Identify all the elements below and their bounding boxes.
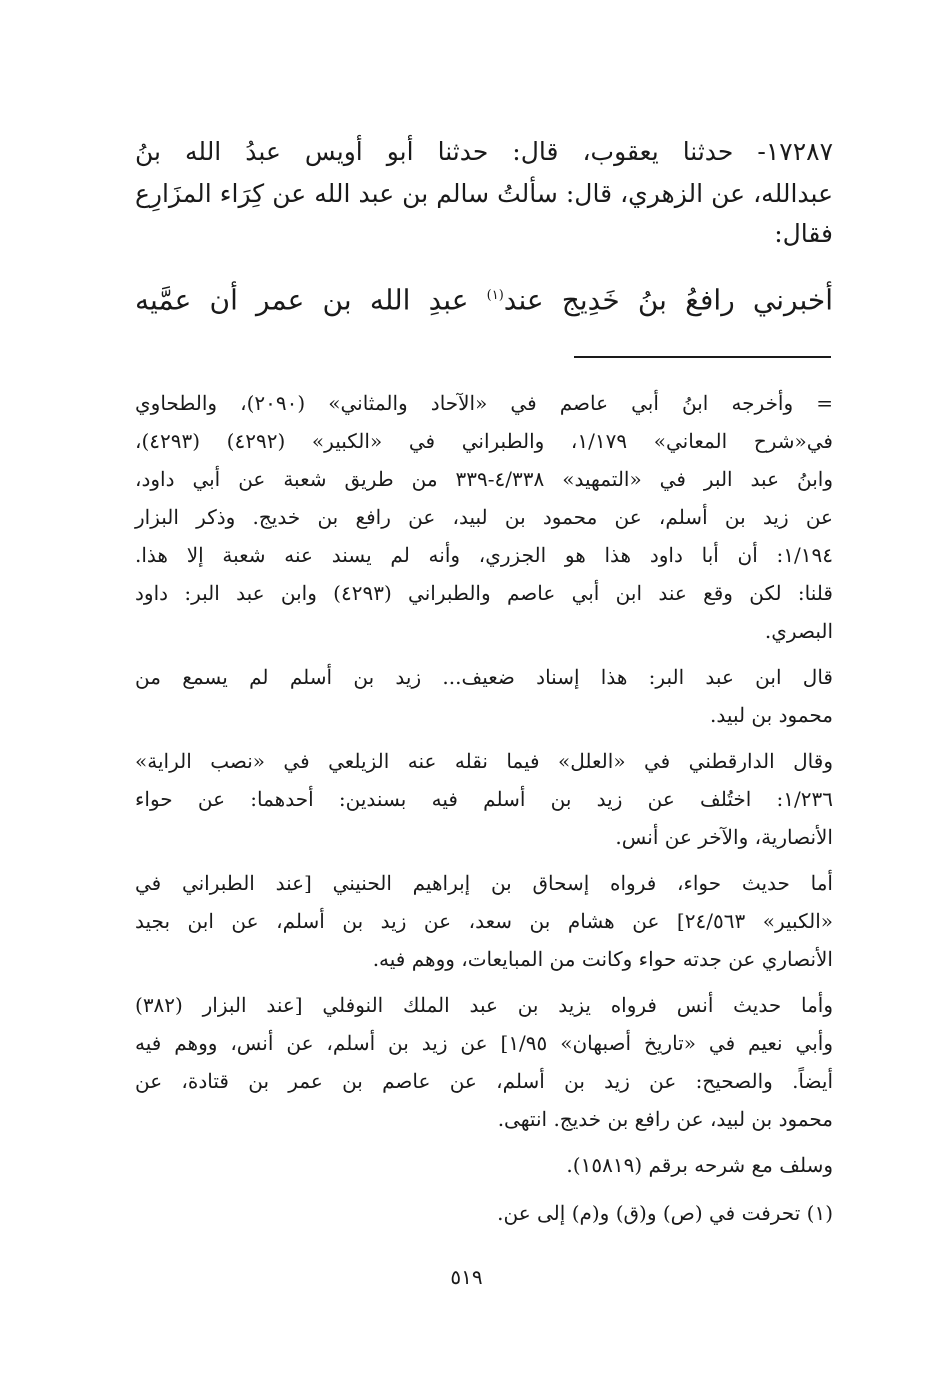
note-line-14: «الكبير» ٢٤/٥٦٣] عن هشام بن سعد، عن زيد بن أسلم، عن ابن بجيد <box>135 909 833 933</box>
note-line-15: الأنصاري عن جدته حواء وكانت من المبايعات، ووهم فيه. <box>372 947 833 971</box>
note-line-5: ١/١٩٤: أن أبا داود هذا هو الجزري، وأنه لم يسند عنه شعبة إلا هذا. <box>135 543 834 567</box>
note-line-16: وأما حديث أنس فرواه يزيد بن عبد الملك النوفلي [عند البزار (٣٨٢) <box>135 993 833 1017</box>
main-text-line-4-start: أخبرني رافعُ بنُ خَدِيج عند <box>503 283 834 317</box>
note-line-18: أيضاً. والصحيح: عن زيد بن أسلم، عن عاصم بن عمر بن قتادة، عن <box>135 1069 833 1093</box>
note-line-13: أما حديث حواء، فرواه إسحاق بن إبراهيم الحنيني [عند الطبراني في <box>135 871 833 895</box>
main-text-line-4-end: عبدِ الله بن عمر أن عمَّيه <box>135 283 487 317</box>
main-text-line-3: فقال: <box>774 219 833 248</box>
footnote-1: (١) تحرفت في (ص) و(ق) و(م) إلى عن. <box>497 1201 833 1225</box>
main-text-line-4 <box>135 276 833 320</box>
note-line-7: البصري. <box>764 619 833 643</box>
main-text-line-1: ١٧٢٨٧- حدثنا يعقوب، قال: حدثنا أبو أويس عبدُ الله بنُ <box>135 137 833 166</box>
note-line-20: وسلف مع شرحه برقم (١٥٨١٩). <box>566 1153 833 1177</box>
note-line-17: وأبي نعيم في «تاريخ أصبهان» ١/٩٥] عن زيد بن أسلم، عن أنس، ووهم فيه <box>135 1031 833 1055</box>
note-line-3: وابنُ عبد البر في «التمهيد» ٤/٣٣٨-٣٣٩ من طريق شعبة عن أبي داود، <box>135 467 833 491</box>
note-line-6: قلنا: لكن وقع عند ابن أبي عاصم والطبراني (٤٢٩٣) وابن عبد البر: داود <box>135 581 833 605</box>
note-line-19: محمود بن لبيد، عن رافع بن خديج. انتهى. <box>497 1107 833 1131</box>
footnote-marker: (١) <box>486 288 504 303</box>
note-line-2: في«شرح المعاني» ١/١٧٩، والطبراني في «الكبير» (٤٢٩٢) (٤٢٩٣)، <box>135 429 833 453</box>
note-line-1: = وأخرجه ابنُ أبي عاصم في «الآحاد والمثاني» (٢٠٩٠)، والطحاوي <box>135 391 833 415</box>
note-line-4: عن زيد بن أسلم، عن محمود بن لبيد، عن رافع بن خديج. وذكر البزار <box>135 505 833 529</box>
note-line-12: الأنصارية، والآخر عن أنس. <box>615 825 833 849</box>
page-number: ٥١٩ <box>450 1265 483 1289</box>
main-text-line-2: عبدالله، عن الزهري، قال: سألتُ سالم بن عبد الله عن كِرَاء المزَارِع <box>135 179 833 208</box>
footnote-divider <box>574 356 831 358</box>
note-line-8: قال ابن عبد البر: هذا إسناد ضعيف... زيد بن أسلم لم يسمع من <box>135 665 833 689</box>
note-line-10: وقال الدارقطني في «العلل» فيما نقله عنه الزيلعي في «نصب الراية» <box>135 749 833 773</box>
note-line-9: محمود بن لبيد. <box>710 703 833 727</box>
note-line-11: ١/٢٣٦: اختُلف عن زيد بن أسلم فيه بسندين: أحدهما: عن حواء <box>135 787 833 811</box>
